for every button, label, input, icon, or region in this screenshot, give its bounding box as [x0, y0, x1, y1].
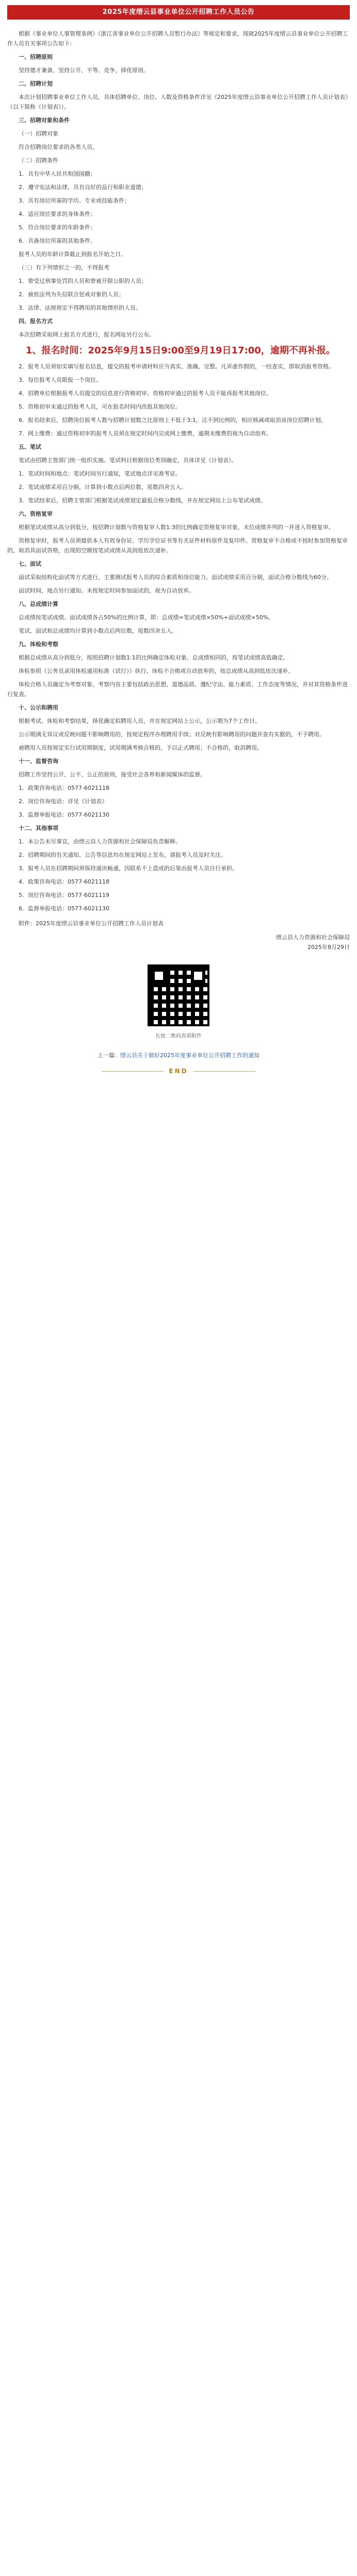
article-page [0, 5, 357, 1085]
section-heading: 九、体检和考察 [19, 641, 58, 648]
paragraph: 公示期满无异议或反映问题不影响聘用的，按规定程序办理聘用手续；对反映有影响聘用的问题并查有实据的，不予聘用。 [19, 731, 325, 738]
paragraph: 3．具有岗位所需的学历、专业或技能条件； [19, 197, 130, 204]
paragraph: 2．被依法列为失信联合惩戒对象的人员； [19, 291, 124, 298]
paragraph: （一）招聘对象 [19, 130, 58, 137]
paragraph: 1．本公告未尽事宜，由缙云县人力资源和社会保障局负责解释。 [19, 838, 181, 845]
paragraph: 7．网上缴费：通过资格初审的报考人员须在规定时间内完成网上缴费，逾期未缴费的视为自动放弃。 [19, 430, 272, 437]
section-heading: 二、招聘计划 [19, 80, 53, 87]
previous-article-prefix: 上一篇： [98, 1052, 120, 1059]
article-title: 2025年度缙云县事业单位公开招聘工作人员公告 [7, 5, 350, 20]
paragraph: 5．符合岗位要求的年龄条件； [19, 224, 96, 231]
paragraph: 根据总成绩从高分到低分，按照招聘计划数1:1的比例确定体检对象。总成绩相同的，按笔试成绩高低确定。 [19, 654, 289, 661]
paragraph: 3．监督举报电话：0577-6021130 [19, 811, 109, 818]
paragraph: 5．岗位咨询电话：0577-6021119 [19, 892, 109, 899]
paragraph: 1．政策咨询电话：0577-6021118 [19, 785, 109, 791]
paragraph: （二）招聘条件 [19, 157, 58, 164]
qr-caption: 长按二维码查看附件 [155, 1033, 202, 1039]
signature-org: 缙云县人力资源和社会保障局 [276, 934, 350, 941]
signature-block [7, 933, 350, 952]
paragraph: 2．岗位咨询电话：详见《计划表》 [19, 798, 107, 805]
paragraph: 6．监督举报电话：0577-6021130 [19, 905, 109, 912]
paragraph: 6．报名结束后，招聘岗位报考人数与招聘计划数之比原则上不低于3:1，达不到比例的，相应核减或取消该岗位招聘计划。 [19, 417, 327, 423]
paragraph: 坚持德才兼备，坚持公开、平等、竞争、择优原则。 [19, 67, 149, 74]
section-heading: 四、报名方式 [19, 318, 53, 325]
paragraph: 2．报考人员须如实填写报名信息，提交的报考申请材料应当真实、准确、完整。凡弄虚作假的，一经查实，即取消报考资格。 [19, 363, 334, 370]
paragraph: 3．笔试结束后，招聘主管部门根据笔试成绩划定最低合格分数线，并在规定网站上公布笔试成绩。 [19, 497, 266, 504]
paragraph: 根据笔试成绩从高分到低分，按招聘计划数与资格复审人数1:3的比例确定资格复审对象，末位成绩并列的一并进入资格复审。 [19, 524, 334, 531]
attachment-link[interactable]: 附件：2025年度缙云县事业单位公开招聘工作人员计划表 [19, 920, 164, 927]
section-heading: 八、总成绩计算 [19, 601, 58, 607]
paragraph: 笔试、面试和总成绩均计算到小数点后两位数，尾数四舍五入。 [19, 628, 177, 634]
paragraph: 4．政策咨询电话：0577-6021118 [19, 878, 109, 885]
paragraph: 1．曾受过刑事处罚的人员和曾被开除公职的人员； [19, 278, 147, 284]
section-heading: 七、面试 [19, 561, 41, 567]
registration-deadline: 1、报名时间：2025年9月15日9:00至9月19日17:00，逾期不再补报。 [26, 345, 335, 356]
end-mark: END [7, 1067, 350, 1075]
signature-date: 2025年8月29日 [307, 944, 350, 951]
previous-article-nav [7, 1050, 350, 1060]
section-heading: 十二、其他事项 [19, 825, 58, 832]
section-heading: 三、招聘对象和条件 [19, 117, 70, 124]
paragraph: 4．招聘单位根据报考人员提交的信息进行资格初审。资格初审通过的报考人员不能再报考其他岗位。 [19, 390, 272, 397]
paragraph: 1．具有中华人民共和国国籍； [19, 171, 96, 177]
section-heading: 五、笔试 [19, 444, 41, 450]
paragraph: 笔试由招聘主管部门统一组织实施。笔试科目根据岗位类别确定，具体详见《计划表》。 [19, 457, 237, 464]
paragraph: 招聘工作坚持公开、公平、公正的原则，接受社会各界和新闻媒体的监督。 [19, 771, 206, 778]
section-heading: 十、公示和聘用 [19, 704, 58, 711]
paragraph: 本次招聘采取网上报名方式进行，报名网址另行公布。 [19, 331, 155, 338]
article-body [7, 29, 350, 913]
paragraph: 根据《事业单位人事管理条例》《浙江省事业单位公开招聘人员暂行办法》等规定和要求，现就2025年度缙云县事业单位公开招聘工作人员有关事项公告如下： [7, 30, 348, 47]
qr-code-icon[interactable] [148, 964, 209, 1026]
paragraph: 面试采取结构化面试等方式进行，主要测试报考人员的综合素质和岗位能力。面试成绩采用百分制，面试合格分数线为60分。 [19, 574, 332, 581]
paragraph: 3．报考人员在招聘期间须保持通讯畅通，因联系不上造成的后果由报考人员自行承担。 [19, 865, 238, 872]
paragraph: 报考人员的年龄计算截止到报名开始之日。 [19, 251, 126, 258]
paragraph: （三）有下列情形之一的，不得报考 [19, 264, 109, 271]
paragraph: 3．每位报考人员限报一个岗位。 [19, 377, 102, 383]
paragraph: 3．法律、法规规定不得聘用的其他情形的人员。 [19, 304, 141, 311]
paragraph: 1．笔试时间和地点：笔试时间另行通知，笔试地点详见准考证。 [19, 470, 181, 477]
paragraph: 2．遵守宪法和法律，具有良好的品行和职业道德； [19, 184, 147, 191]
paragraph: 体检参照《公务员录用体检通用标准（试行）》执行。体检不合格或自动放弃的，按总成绩从高到低依次递补。 [19, 668, 294, 674]
paragraph: 本次计划招聘事业单位工作人员，具体招聘单位、岗位、人数及资格条件详见《2025年度缙云县事业单位公开招聘工作人员计划表》（以下简称《计划表》）。 [7, 94, 348, 110]
paragraph: 被聘用人员按规定实行试用期制度，试用期满考核合格的，予以正式聘用；不合格的，取消聘用。 [19, 744, 263, 751]
paragraph: 2．笔试成绩采用百分制，计算到小数点后两位数，尾数四舍五入。 [19, 484, 187, 490]
paragraph: 总成绩按笔试成绩、面试成绩各占50%的比例计算，即：总成绩=笔试成绩×50%+面试成绩×50%。 [19, 614, 274, 621]
section-heading: 十一、监督咨询 [19, 758, 58, 765]
paragraph: 6．具备岗位所需的其他条件。 [19, 238, 96, 244]
qr-section [7, 964, 350, 1039]
paragraph: 5．资格初审未通过的报考人员，可在报名时间内改报其他岗位。 [19, 403, 181, 410]
section-heading: 一、招聘原则 [19, 54, 53, 60]
section-heading: 六、资格复审 [19, 511, 53, 517]
paragraph: 符合招聘岗位要求的各类人员。 [19, 144, 98, 150]
paragraph: 资格复审时，报考人员须提供本人有效身份证、学历学位证书等有关证件材料原件及复印件。资格复审不合格或不按时参加资格复审的，取消其面试资格，出现的空额按笔试成绩从高到低依次递补。 [7, 537, 348, 554]
previous-article-link[interactable]: 缙云县关于做好2025年度事业单位公开招聘工作的通知 [120, 1052, 259, 1059]
paragraph: 4．适应岗位要求的身体条件； [19, 211, 96, 217]
paragraph: 根据考试、体检和考察结果，择优确定拟聘用人员，并在规定网站上公示，公示期为7个工作日。 [19, 718, 261, 724]
paragraph: 体检合格人员确定为考察对象。考察内容主要包括政治思想、道德品质、遵纪守法、能力素质、工作态度等情况，并对其资格条件进行复查。 [7, 681, 348, 698]
paragraph: 2．招聘期间的有关通知、公告等信息均在规定网站上发布，请报考人员及时关注。 [19, 852, 226, 858]
paragraph: 面试时间、地点另行通知。未按规定时间参加面试的，视为自动放弃。 [19, 587, 194, 594]
